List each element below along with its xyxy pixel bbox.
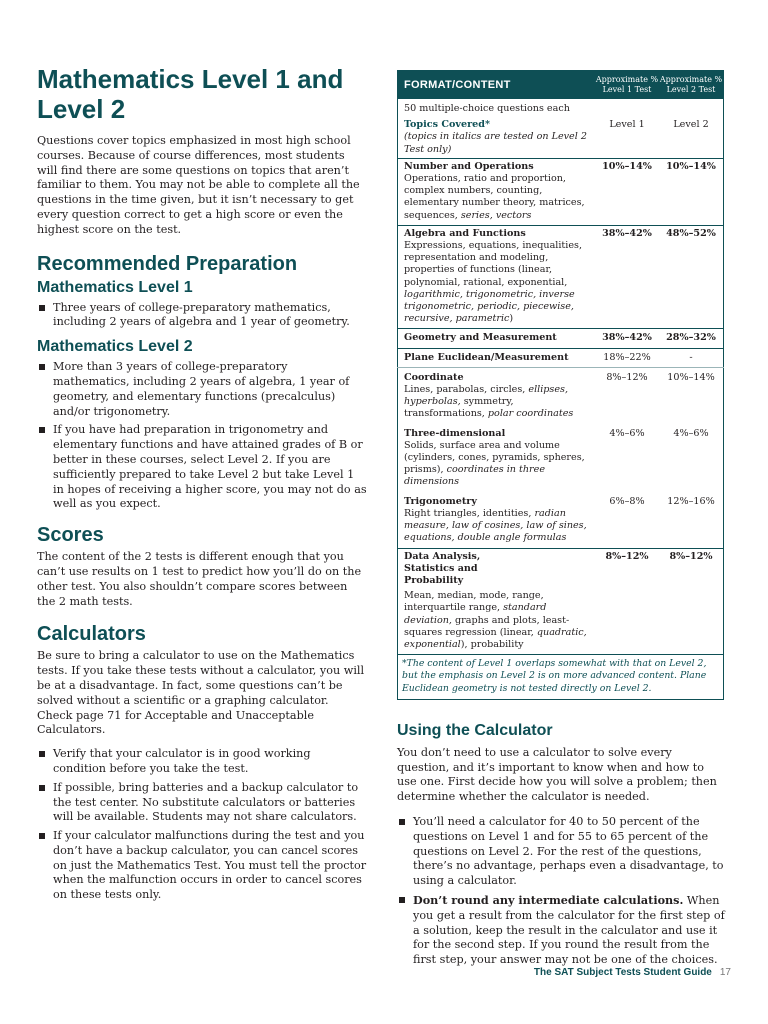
table-row <box>398 158 724 225</box>
calculators-heading: Calculators <box>37 623 146 646</box>
level1-list <box>37 301 367 331</box>
recommended-preparation-heading: Recommended Preparation <box>37 252 298 275</box>
using-calculator-list <box>397 815 727 968</box>
square-bullet-icon <box>39 364 45 370</box>
list-item: You’ll need a calculator for 40 to 50 percent of the questions on Level 1 and for 55 to 65 percent of the questions on Level 2. For the rest of the questions, there’s no advantage, perhaps even a disadvantage, to using a calculator. <box>397 815 727 889</box>
list-item: Verify that your calculator is in good working condition before you take the test. <box>37 747 367 777</box>
geometry-measurement-l2: 28%–32% <box>659 329 724 348</box>
using-calculator-paragraph: You don’t need to use a calculator to solve every question, and it’s important to know when and how to use one. First decide how you will solve a problem; then determine whether the calculator is needed. <box>397 745 717 804</box>
number-operations-l1: 10%–14% <box>595 158 659 225</box>
three-dimensional-l2: 4%–6% <box>673 427 709 439</box>
topics-l1: Level 1 <box>609 119 645 131</box>
geometry-measurement-l1: 38%–42% <box>595 329 659 348</box>
list-item: If your calculator malfunctions during the test and you don’t have a backup calculator, you can cancel scores on just the Mathematics Test. You must tell the proctor when the malfunction occurs in order to cancel scores on these tests only. <box>37 829 367 903</box>
level1-heading: Mathematics Level 1 <box>37 278 193 296</box>
square-bullet-icon <box>39 305 45 311</box>
algebra-functions-l1: 38%–42% <box>595 225 659 329</box>
guide-title: The SAT Subject Tests Student Guide <box>533 967 712 978</box>
list-item: Don’t round any intermediate calculations. When you get a result from the calculator for the first step of a solution, keep the result in the calculator and use it for the second step. If you round the result from the first step, your answer may not be one of the choices. <box>397 893 727 968</box>
geometry-measurement-cell: Geometry and Measurement <box>398 329 596 348</box>
scores-heading: Scores <box>37 524 104 547</box>
square-bullet-icon <box>39 427 45 433</box>
mc-note: 50 multiple-choice questions each <box>404 103 570 114</box>
three-dimensional-cell: Three-dimensional Solids, surface area and volume (cylinders, cones, pyramids, spheres, prisms), coordinates in three dimensions <box>404 427 585 488</box>
table-footnote: *The content of Level 1 overlaps somewhat with that on Level 2, but the emphasis on Level 2 is on more advanced content. Plane Euclidean geometry is not tested directly on Level 2. <box>398 655 724 700</box>
number-operations-cell: Number and Operations Operations, ratio and proportion, complex numbers, counting, elementary number theory, matrices, sequences, series, vectors <box>398 158 596 225</box>
right-column <box>397 70 727 968</box>
list-item: If you have had preparation in trigonometry and elementary functions and have attained grades of B or better in these courses, select Level 2. If you are sufficiently prepared to take Level 2 but take Level 1 in hopes of receiving a higher score, you may not do as well as you expect. <box>37 423 367 512</box>
header-format-content: FORMAT/CONTENT <box>398 71 596 100</box>
number-operations-l2: 10%–14% <box>659 158 724 225</box>
three-dimensional-l1: 4%–6% <box>609 427 645 439</box>
level2-heading: Mathematics Level 2 <box>37 338 193 356</box>
header-level2-percent: Approximate % Level 2 Test <box>659 71 724 100</box>
table-row <box>398 491 724 548</box>
table-row <box>398 423 724 491</box>
plane-euclidean-l1: 18%–22% <box>595 348 659 367</box>
data-analysis-l2: 8%–12% <box>659 548 724 655</box>
using-calculator-heading: Using the Calculator <box>397 721 553 739</box>
list-item: If possible, bring batteries and a backup calculator to the test center. No substitute calculators or batteries will be available. Students may not share calculators. <box>37 781 367 825</box>
list-item: More than 3 years of college-preparatory mathematics, including 2 years of algebra, 1 year of geometry, and elementary functions (precalculus) and/or trigonometry. <box>37 360 367 419</box>
calculators-paragraph: Be sure to bring a calculator to use on the Mathematics tests. If you take these tests without a calculator, you will be at a disadvantage. In fact, some questions can’t be solved without a scientific or a graphing calculator. Check page 71 for Acceptable and Unacceptable Calculators. <box>37 649 365 737</box>
list-item: Three years of college-preparatory mathematics, including 2 years of algebra and 1 year of geometry. <box>37 301 367 331</box>
header-level1-percent: Approximate % Level 1 Test <box>595 71 659 100</box>
coordinate-l1: 8%–12% <box>595 367 659 422</box>
trigonometry-l2: 12%–16% <box>667 495 715 507</box>
level2-list <box>37 360 367 512</box>
table-row <box>398 655 724 700</box>
trigonometry-l1: 6%–8% <box>609 495 645 507</box>
square-bullet-icon <box>399 819 405 825</box>
page-title: Mathematics Level 1 and Level 2 <box>37 64 344 124</box>
plane-euclidean-cell: Plane Euclidean/Measurement <box>398 348 596 367</box>
format-content-table <box>397 70 724 700</box>
square-bullet-icon <box>39 751 45 757</box>
scores-paragraph: The content of the 2 tests is different enough that you can’t use results on 1 test to predict how you’ll do on the other test. You also shouldn’t compare scores between the 2 math tests. <box>37 550 362 608</box>
coordinate-l2: 10%–14% <box>659 367 724 422</box>
topics-l2: Level 2 <box>673 119 709 131</box>
algebra-functions-l2: 48%–52% <box>659 225 724 329</box>
calculators-list <box>37 747 367 903</box>
table-row <box>398 99 724 117</box>
square-bullet-icon <box>39 833 45 839</box>
algebra-functions-cell: Algebra and Functions Expressions, equations, inequalities, representation and modeling, properties of functions (linear, polynomial, rational, exponential, logarithmic, trigonometric, inverse trigonometric, periodic, piecewise, recursive, parametric) <box>398 225 596 329</box>
square-bullet-icon <box>39 785 45 791</box>
left-column <box>37 64 367 903</box>
topics-cell: Topics Covered* (topics in italics are tested on Level 2 Test only) <box>404 119 587 155</box>
page-number: 17 <box>719 967 731 978</box>
table-row <box>398 117 724 158</box>
data-analysis-cell: Data Analysis, Statistics and Probability Mean, median, mode, range, interquartile range, standard deviation, graphs and plots, least-squares regression (linear, quadratic, exponential), probability <box>398 548 596 655</box>
table-row <box>398 548 724 655</box>
plane-euclidean-l2: - <box>659 348 724 367</box>
table-row <box>398 348 724 367</box>
page-footer <box>534 967 731 978</box>
trigonometry-cell: Trigonometry Right triangles, identities, radian measure, law of cosines, law of sines, equations, double angle formulas <box>404 495 587 544</box>
table-header-row <box>398 71 724 100</box>
table-row <box>398 225 724 329</box>
table-row <box>398 329 724 348</box>
square-bullet-icon <box>399 897 405 903</box>
data-analysis-l1: 8%–12% <box>595 548 659 655</box>
coordinate-cell: Coordinate Lines, parabolas, circles, ellipses, hyperbolas, symmetry, transformations, polar coordinates <box>398 367 596 422</box>
table-row <box>398 367 724 422</box>
intro-paragraph: Questions cover topics emphasized in most high school courses. Because of course differences, most students will find there are some questions on topics that aren’t familiar to them. You may not be able to complete all the questions in the time given, but it isn’t necessary to get every question correct to get a high score or even the highest score on the test. <box>37 134 360 236</box>
